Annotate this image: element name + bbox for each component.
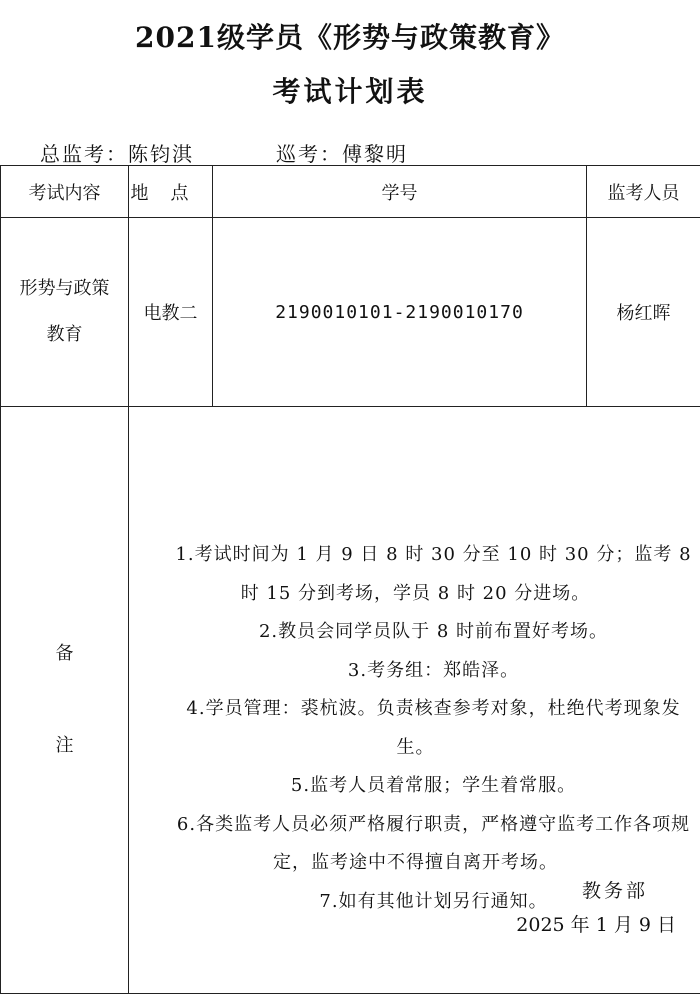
remark-item: 6.各类监考人员必须严格履行职责，严格遵守监考工作各项规定，监考途中不得擅自离开考场。 [176,813,691,873]
table-row [1,218,700,407]
document-title: 2021级学员《形势与政策教育》 [135,21,565,54]
subject-line2: 教育 [46,324,83,345]
remarks-label-char2: 注 [55,735,74,756]
subject-cell [1,218,129,407]
issue-date: 2025 年 1 月 9 日 [516,914,676,936]
inspector: 巡考：傅黎明 [276,142,408,166]
header-location: 地点 [129,166,213,218]
header-student-id: 学号 [213,166,587,218]
document-subtitle: 考试计划表 [272,75,428,108]
subject-line1: 形势与政策 [19,278,110,299]
chief-proctor: 总监考：陈钧淇 [40,142,194,166]
remark-item: 1.考试时间为 1 月 9 日 8 时 30 分至 10 时 30 分；监考 8 时 15 分到考场，学员 8 时 20 分进场。 [175,544,692,604]
remarks-content-cell [129,407,700,994]
header-proctor: 监考人员 [587,166,700,218]
signature-block [516,874,676,942]
header-content: 考试内容 [1,166,129,218]
issuing-department: 教务部 [581,880,648,902]
remark-item: 5.监考人员着常服；学生着常服。 [290,775,577,796]
remarks-row [1,407,700,994]
remark-item: 3.考务组：郑皓泽。 [347,659,520,681]
remarks-list [129,479,700,921]
location-cell: 电教二 [129,218,213,407]
exam-plan-table [0,165,700,994]
student-id-cell: 2190010101-2190010170 [213,218,587,407]
remark-item: 4.学员管理：裘杭波。负责核查参考对象，杜绝代考现象发生。 [186,698,681,758]
remarks-label-cell [1,407,129,994]
remark-item: 7.如有其他计划另行通知。 [319,890,548,912]
table-header-row [1,166,700,218]
remarks-label-char1: 备 [55,643,74,664]
proctor-cell: 杨红晖 [587,218,700,407]
remark-item: 2.教员会同学员队于 8 时前布置好考场。 [258,621,609,642]
